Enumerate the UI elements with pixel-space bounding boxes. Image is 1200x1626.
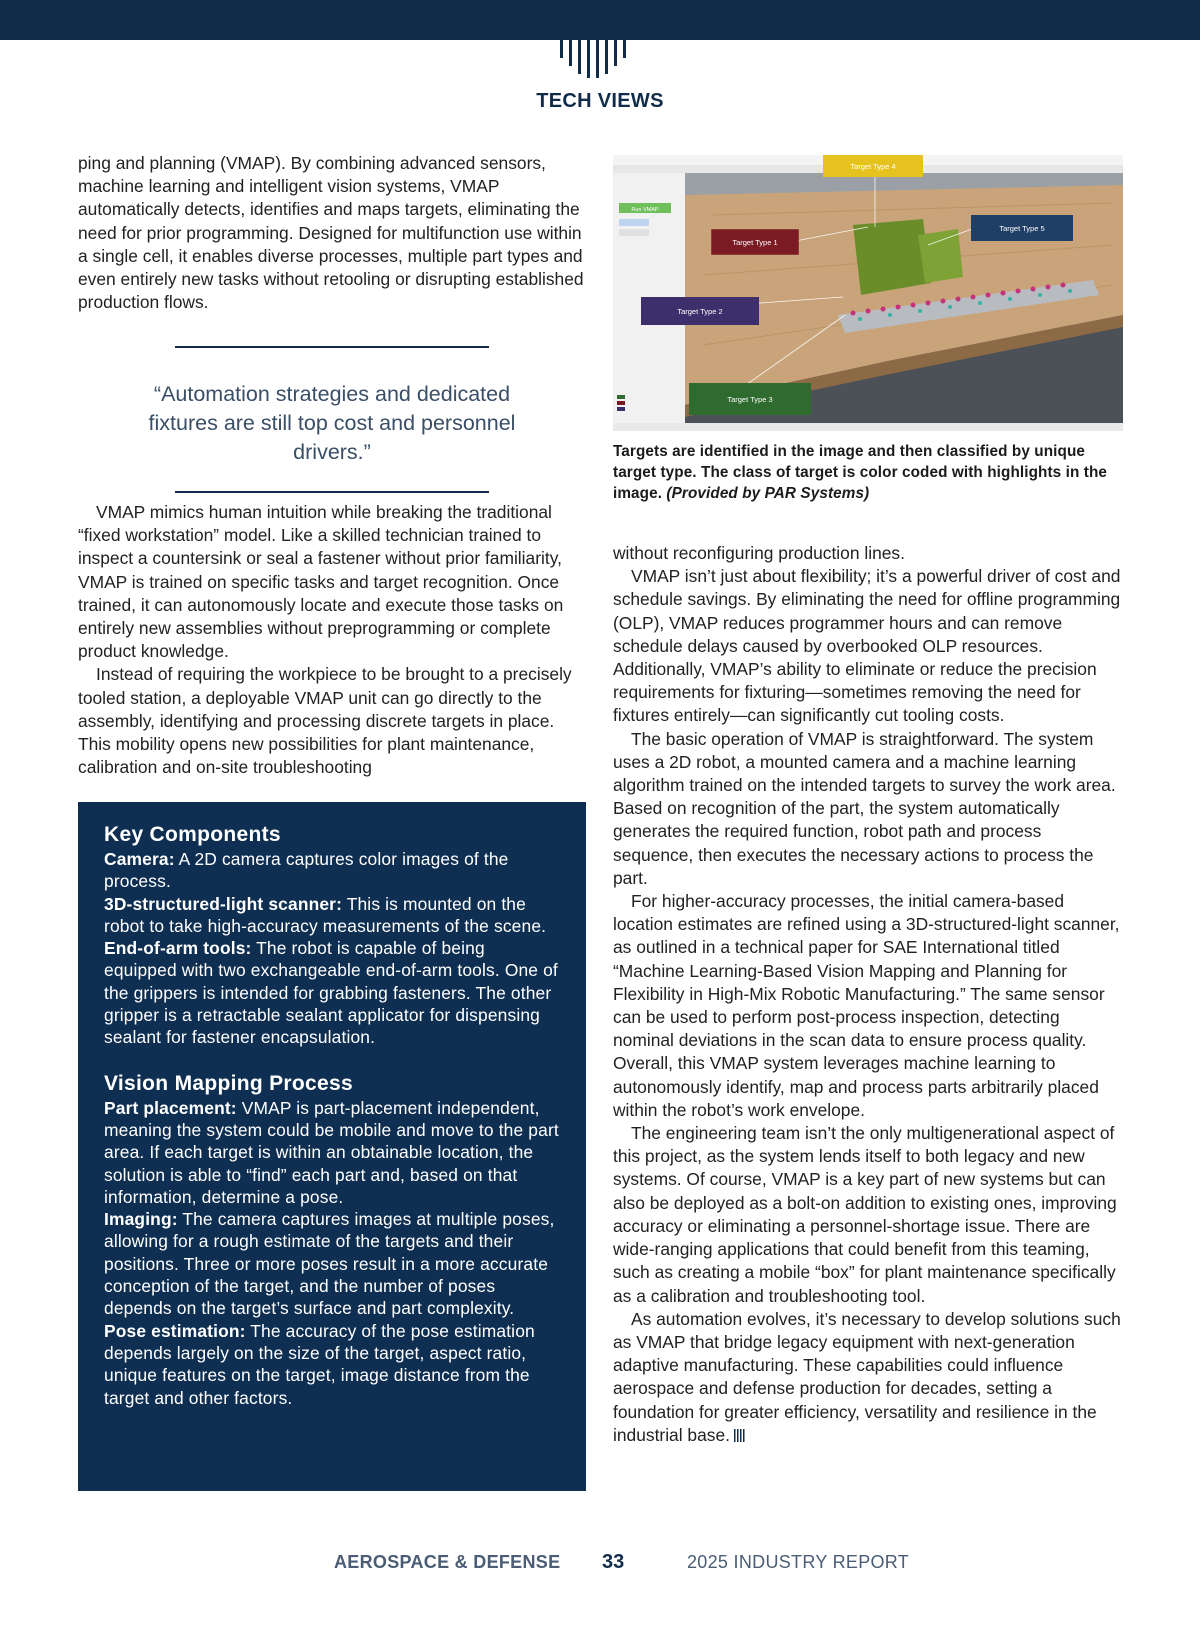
target-type-2-label: Target Type 2 [677, 307, 723, 316]
target-type-3-label: Target Type 3 [727, 395, 773, 404]
sidebar-item: Camera: A 2D camera captures color images of the process. [104, 849, 509, 892]
sidebar-item: 3D-structured-light scanner: This is mounted on the robot to take high-accuracy measurements of the scene. [104, 893, 547, 936]
body-paragraph: VMAP mimics human intuition while breaking the traditional “fixed workstation” model. Like a skilled technician trained to inspect a countersink or seal a fastener without prior familiarity, VMAP is trained on specific tasks and target recognition. Once trained, it can autonomously locate and execute those tasks on entirely new assemblies without preprogramming or complete product knowledge. [78, 502, 564, 662]
page-number: 33 [602, 1551, 625, 1573]
pull-quote-rule-bottom [175, 491, 489, 493]
header-bar [0, 0, 1200, 40]
section-label: TECH VIEWS [536, 90, 664, 112]
sidebar-heading-vision-mapping: Vision Mapping Process [104, 1071, 353, 1095]
left-body [78, 501, 586, 779]
sidebar-item: Imaging: The camera captures images at multiple poses, allowing for a rough estimate of the targets and their positions. Three or more poses result in a more accurate conception of the target, and the number of poses depends on the target’s surface and part complexity. [104, 1209, 555, 1319]
pull-quote [78, 346, 586, 493]
right-body [613, 542, 1123, 1447]
figure-credit: (Provided by PAR Systems) [666, 485, 870, 502]
body-paragraph: The basic operation of VMAP is straightforward. The system uses a 2D robot, a mounted camera and a machine learning algorithm trained on the intended targets to survey the work area. Based on recognition of the part, the system automatically generates the required function, robot path and process sequence, then executes the necessary actions to process the part. [613, 728, 1116, 888]
target-type-4-label: Target Type 4 [850, 162, 896, 171]
sidebar-heading-key-components: Key Components [104, 823, 281, 846]
run-vmap-label: Run VMAP [631, 207, 659, 213]
pull-quote-text: “Automation strategies and dedicated fixtures are still top cost and personnel drivers.” [148, 382, 516, 464]
page-footer [0, 1552, 1200, 1576]
figure-caption-text: Targets are identified in the image and then classified by unique target type. The class of target is color coded with highlights in the image. [613, 443, 1108, 502]
body-paragraph: Instead of requiring the workpiece to be brought to a precisely tooled station, a deployable VMAP unit can go directly to the assembly, identifying and processing discrete targets in place. This mobility opens new possibilities for plant maintenance, calibration and on-site troubleshooting [78, 664, 572, 778]
intro-paragraph [78, 152, 586, 314]
target-type-1-label: Target Type 1 [732, 238, 778, 247]
footer-publication: AEROSPACE & DEFENSE [334, 1552, 561, 1572]
sidebar-box [78, 802, 586, 1491]
barcode-logo-icon [560, 40, 640, 80]
body-paragraph: without reconfiguring production lines. [613, 543, 905, 563]
body-paragraph: For higher-accuracy processes, the initial camera-based location estimates are refined using a 3D-structured-light scanner, as outlined in a technical paper for SAE International titled “Machine Learning-Based Vision Mapping and Planning for Flexibility in High-Mix Robotic Manufacturing.” The same sensor can be used to perform post-process inspection, detecting nominal deviations in the scan data to ensure process quality. Overall, this VMAP system leverages machine learning to autonomously identify, map and process parts arbitrarily placed within the robot’s work envelope. [613, 891, 1120, 1120]
figure-photo [613, 155, 1123, 431]
end-mark-icon [734, 1429, 746, 1442]
body-paragraph-last: As automation evolves, it’s necessary to develop solutions such as VMAP that bridge legacy equipment with next-generation adaptive manufacturing. These capabilities could influence aerospace and defense production for decades, setting a foundation for greater efficiency, versatility and resilience in the industrial base. [613, 1308, 1121, 1445]
figure-caption [613, 441, 1123, 504]
body-paragraph: The engineering team isn’t the only multigenerational aspect of this project, as the system lends itself to both legacy and new systems. Of course, VMAP is a key part of new systems but can also be deployed as a bolt-on addition to existing ones, improving accuracy or eliminating a personnel-shortage issue. There are wide-ranging applications that could benefit from this teaming, such as creating a mobile “box” for plant maintenance specifically as a calibration and troubleshooting tool. [613, 1123, 1117, 1306]
intro-text: ping and planning (VMAP). By combining advanced sensors, machine learning and intelligent vision systems, VMAP automatically detects, identifies and maps targets, eliminating the need for prior programming. Designed for multifunction use within a single cell, it enables diverse processes, multiple part types and even entirely new tasks without retooling or disrupting established production flows. [78, 153, 584, 313]
footer-report: 2025 INDUSTRY REPORT [687, 1552, 910, 1572]
sidebar-item: Pose estimation: The accuracy of the pose estimation depends largely on the size of the target, aspect ratio, unique features on the target, image distance from the target and other factors. [104, 1320, 535, 1408]
sidebar-item: End-of-arm tools: The robot is capable of being equipped with two exchangeable end-of-arm tools. One of the grippers is intended for grabbing fasteners. The other gripper is a retractable sealant applicator for dispensing sealant for fastener encapsulation. [104, 938, 558, 1048]
sidebar-item: Part placement: VMAP is part-placement independent, meaning the system could be mobile and move to the part area. If each target is within an obtainable location, the solution is able to “find” each part and, based on that information, determine a pose. [104, 1097, 559, 1207]
vmap-screenshot-illustration [613, 155, 1123, 431]
target-type-5-label: Target Type 5 [999, 224, 1045, 233]
body-paragraph: VMAP isn’t just about flexibility; it’s a powerful driver of cost and schedule savings. By eliminating the need for offline programming (OLP), VMAP reduces programmer hours and can remove schedule delays caused by overbooked OLP resources. Additionally, VMAP’s ability to eliminate or reduce the precision requirements for fixturing—sometimes removing the need for fixtures entirely—can significantly cut tooling costs. [613, 566, 1121, 726]
